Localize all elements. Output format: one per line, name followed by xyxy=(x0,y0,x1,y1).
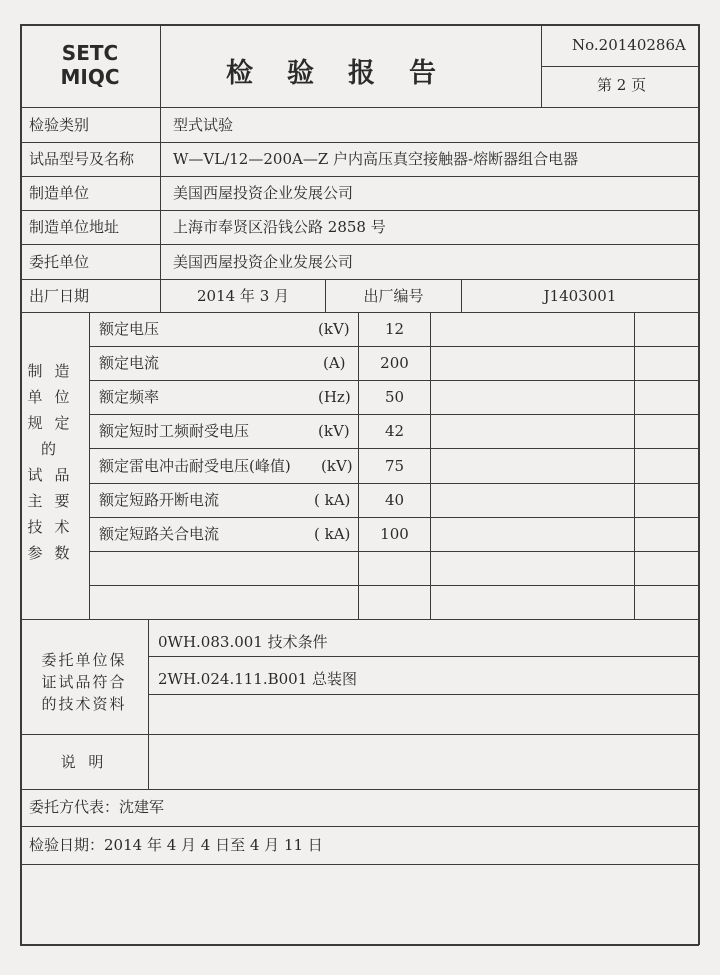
report-number: No.20140286A xyxy=(572,36,686,54)
param-value: 200 xyxy=(380,354,409,372)
docs-row-line xyxy=(148,694,699,695)
row-line xyxy=(20,210,699,211)
param-unit: (A) xyxy=(323,354,346,372)
form-border-top xyxy=(20,24,699,26)
representative-bottom-line xyxy=(20,826,699,827)
maker-label: 制造单位 xyxy=(29,184,90,202)
param-row-line xyxy=(89,346,699,347)
header-divider xyxy=(20,107,699,108)
row-line xyxy=(20,142,699,143)
param-extra-divider xyxy=(634,312,635,619)
param-unit: (kV) xyxy=(318,422,350,440)
notes-bottom-line xyxy=(20,789,699,790)
manufacture-date-value: 2014 年 3 月 xyxy=(196,287,290,305)
side-label-line: 单位 xyxy=(27,388,82,406)
manufacture-date-label: 出厂日期 xyxy=(29,287,90,305)
param-value: 50 xyxy=(384,388,405,406)
param-row-line xyxy=(89,448,699,449)
row-line xyxy=(20,244,699,245)
label-column-divider xyxy=(160,107,161,313)
param-row-line xyxy=(89,483,699,484)
param-name: 额定频率 xyxy=(99,388,160,406)
param-unit: ( kA) xyxy=(314,525,351,543)
param-row-line xyxy=(89,380,699,381)
param-unit: ( kA) xyxy=(314,491,351,509)
param-value: 100 xyxy=(380,525,409,543)
param-name: 额定雷电冲击耐受电压(峰值) xyxy=(99,457,291,475)
doc-item: 0WH.083.001 技术条件 xyxy=(158,633,328,651)
logo-line-2: MIQC xyxy=(60,65,120,89)
docs-row-line xyxy=(148,656,699,657)
serial-number-label: 出厂编号 xyxy=(363,287,424,305)
param-name: 额定电压 xyxy=(99,320,160,338)
side-label-line: 制造 xyxy=(27,362,82,380)
report-title: 检验报告 xyxy=(226,58,470,89)
params-side-label xyxy=(20,358,89,566)
row-line xyxy=(20,279,699,280)
row-line xyxy=(20,312,699,313)
side-label-line: 技术 xyxy=(27,518,82,536)
docs-label xyxy=(20,649,148,715)
notes-top-line xyxy=(20,734,699,735)
param-value: 12 xyxy=(384,320,405,338)
model-value: W—VL/12—200A—Z 户内高压真空接触器-熔断器组合电器 xyxy=(173,150,579,168)
param-row-line xyxy=(89,414,699,415)
page-number: 第 2 页 xyxy=(597,76,647,94)
param-row-line xyxy=(89,551,699,552)
docs-top-line xyxy=(20,619,699,620)
docs-label-divider xyxy=(148,619,149,790)
test-date-bottom-line xyxy=(20,864,699,865)
category-value: 型式试验 xyxy=(173,116,234,134)
logo xyxy=(20,41,160,89)
param-row-line xyxy=(89,585,699,586)
form-border-bottom xyxy=(20,944,699,946)
side-label-line: 参数 xyxy=(27,544,82,562)
param-name: 额定短时工频耐受电压 xyxy=(99,422,250,440)
model-label: 试品型号及名称 xyxy=(29,150,135,168)
param-unit: (Hz) xyxy=(318,388,351,406)
representative: 委托方代表：沈建军 xyxy=(29,798,165,816)
param-name: 额定短路关合电流 xyxy=(99,525,220,543)
side-label-line: 试品 xyxy=(27,466,82,484)
header-page-divider xyxy=(541,66,699,67)
param-unit: (kV) xyxy=(321,457,353,475)
docs-label-line: 委托单位保 xyxy=(41,651,127,669)
address-value: 上海市奉贤区沿钱公路 2858 号 xyxy=(173,218,386,236)
param-value: 40 xyxy=(384,491,405,509)
category-label: 检验类别 xyxy=(29,116,90,134)
param-side-divider xyxy=(89,312,90,619)
side-label-line: 主要 xyxy=(27,492,82,510)
doc-item: 2WH.024.111.B001 总装图 xyxy=(158,670,358,688)
side-label-line: 的 xyxy=(40,440,68,458)
address-label: 制造单位地址 xyxy=(29,218,120,236)
param-name: 额定电流 xyxy=(99,354,160,372)
param-unit: (kV) xyxy=(318,320,350,338)
row-line xyxy=(20,176,699,177)
param-value: 42 xyxy=(384,422,405,440)
serial-number-value: J1403001 xyxy=(543,287,617,305)
form-border-right xyxy=(698,24,700,945)
docs-label-line: 证试品符合 xyxy=(41,673,127,691)
side-label-line: 规定 xyxy=(27,414,82,432)
logo-line-1: SETC xyxy=(61,41,119,65)
notes-label: 说 明 xyxy=(60,753,108,771)
test-date: 检验日期：2014 年 4 月 4 日至 4 月 11 日 xyxy=(29,836,323,854)
param-name: 额定短路开断电流 xyxy=(99,491,220,509)
maker-value: 美国西屋投资企业发展公司 xyxy=(173,184,354,202)
param-value: 75 xyxy=(384,457,405,475)
header-logo-divider xyxy=(160,24,161,108)
client-label: 委托单位 xyxy=(29,253,90,271)
param-row-line xyxy=(89,517,699,518)
param-value-divider-right xyxy=(430,312,431,619)
client-value: 美国西屋投资企业发展公司 xyxy=(173,253,354,271)
docs-label-line: 的技术资料 xyxy=(41,695,127,713)
